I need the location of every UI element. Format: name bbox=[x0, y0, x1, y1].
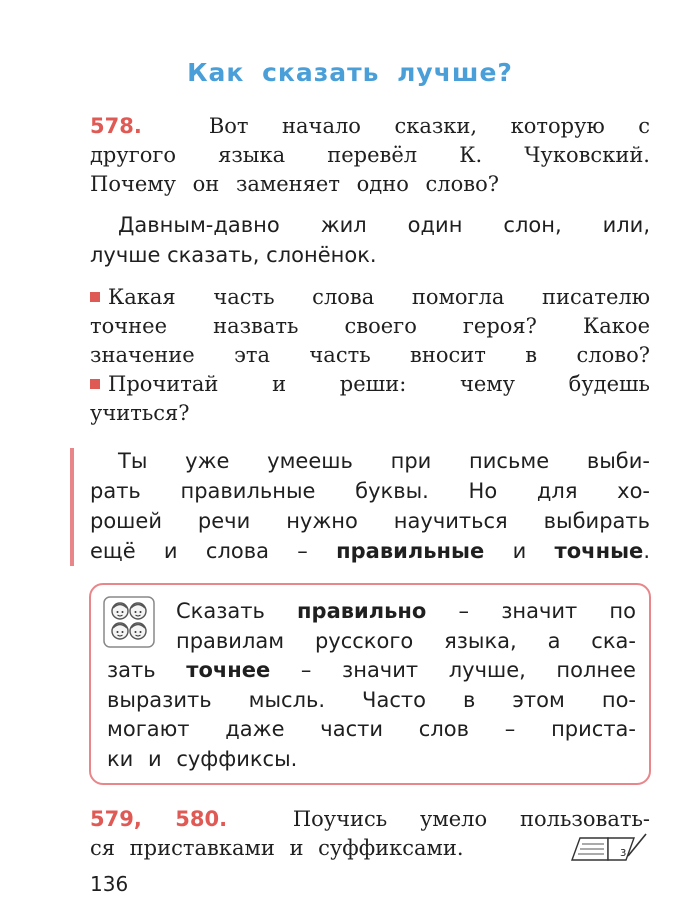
workbook-icon bbox=[568, 830, 648, 864]
note-side-bar bbox=[70, 448, 74, 566]
rule-text-top bbox=[176, 597, 636, 656]
task-line: Прочитай и реши: чему будешь bbox=[108, 372, 650, 396]
rule-text: – значит по bbox=[458, 599, 636, 623]
bullet-square-icon bbox=[90, 292, 100, 302]
task-line: учиться? bbox=[90, 401, 190, 425]
rule-text: зать bbox=[107, 658, 156, 682]
children-faces-icon bbox=[103, 596, 155, 648]
rule-bold-word: правильно bbox=[297, 599, 427, 623]
exercise-text-line: Вот начало сказки, которую с bbox=[208, 114, 650, 138]
rule-text: – значит лучше, полнее bbox=[300, 658, 636, 682]
note-bold-word: правильные bbox=[336, 539, 485, 563]
rule-bold-word: точнее bbox=[186, 658, 271, 682]
workbook-number: 3 bbox=[620, 848, 627, 859]
exercise-tasks bbox=[90, 283, 650, 428]
exercise-number: 578. bbox=[90, 114, 142, 138]
tale-quote bbox=[118, 210, 650, 240]
note-text: ещё и слова – bbox=[90, 539, 308, 563]
note-text: . bbox=[643, 539, 650, 563]
rule-text-bottom bbox=[107, 656, 636, 774]
note-bold-word: точные bbox=[554, 539, 644, 563]
bullet-square-icon bbox=[90, 379, 100, 389]
rule-text: Сказать bbox=[176, 599, 265, 623]
exercise-number: 579, 580. bbox=[90, 807, 228, 831]
rule-line: выразить мысль. Часто в этом по- bbox=[107, 687, 636, 712]
task-line: точнее назвать своего героя? Какое bbox=[90, 314, 650, 338]
exercise-text-line: Поучись умело пользовать- bbox=[292, 807, 650, 831]
quote-line: Давным-давно жил один слон, или, bbox=[118, 213, 650, 237]
quote-line: лучше сказать, слонёнок. bbox=[90, 243, 377, 267]
note-line: Ты уже умеешь при письме выби- bbox=[118, 449, 650, 473]
note-line: рать правильные буквы. Но для хо- bbox=[90, 479, 650, 503]
task-line: значение эта часть вносит в слово? bbox=[90, 343, 650, 367]
page-title: Как сказать лучше? bbox=[187, 58, 513, 87]
note-paragraph bbox=[118, 446, 650, 476]
exercise-578 bbox=[90, 112, 650, 199]
rule-line: правилам русского языка, а ска- bbox=[176, 628, 636, 653]
note-line: рошей речи нужно научиться выбирать bbox=[90, 509, 650, 533]
exercise-text-line: Почему он заменяет одно слово? bbox=[90, 172, 500, 196]
exercise-text-line: другого языка перевёл К. Чуковский. bbox=[90, 143, 650, 167]
rule-line: могают даже части слов – приста- bbox=[107, 717, 636, 741]
rule-line: ки и суффиксы. bbox=[107, 746, 298, 771]
exercise-579-580 bbox=[90, 805, 650, 863]
exercise-text-line: ся приставками и суффиксами. bbox=[90, 836, 464, 860]
note-paragraph-cont bbox=[90, 476, 650, 566]
page-number: 136 bbox=[90, 872, 129, 896]
tale-quote-cont bbox=[90, 240, 650, 270]
note-text: и bbox=[512, 539, 527, 563]
task-line: Какая часть слова помогла писателю bbox=[108, 285, 650, 309]
